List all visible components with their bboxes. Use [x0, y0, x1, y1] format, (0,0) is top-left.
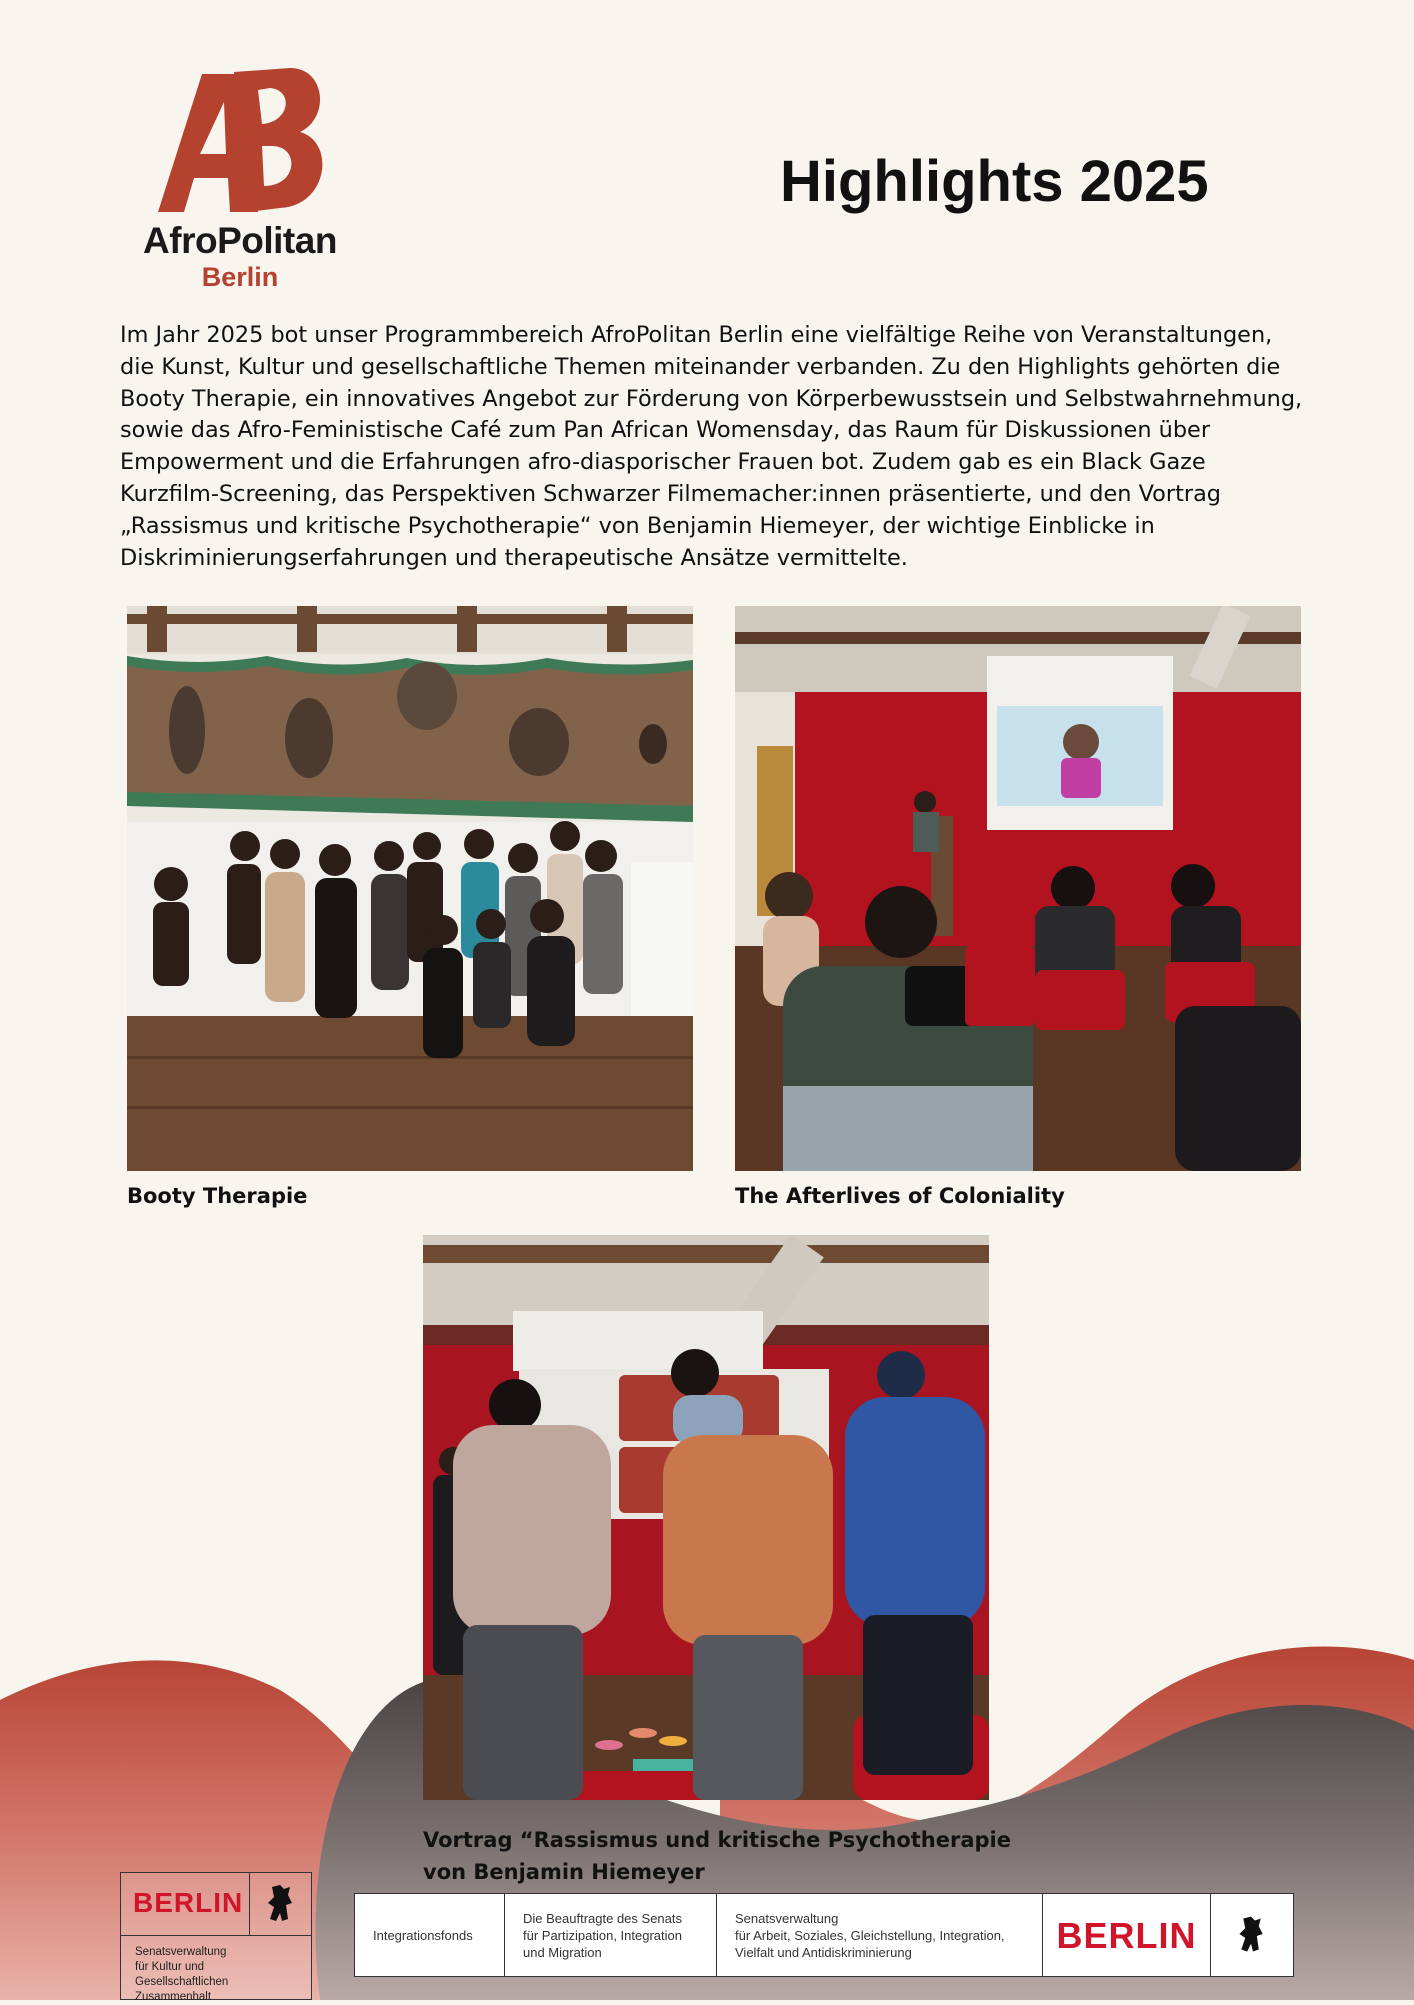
logo-name: AfroPolitan	[143, 220, 337, 261]
ab-monogram-icon	[130, 66, 350, 216]
page-title: Highlights 2025	[780, 149, 1209, 214]
sponsor-senatsverwaltung-kultur	[120, 1872, 312, 2003]
sponsor-integrationsfonds	[355, 1894, 505, 1976]
caption-vortrag-line2: von Benjamin Hiemeyer	[423, 1860, 705, 1884]
intro-paragraph: Im Jahr 2025 bot unser Programmbereich AfroPolitan Berlin eine vielfältige Reihe von Veranstaltungen, die Kunst, Kultur und gesellschaftliche Themen miteinander verbanden. Zu den Highlights gehörten die Booty Therapie, ein innovatives Angebot zur Förderung von Körperbewusstsein und Selbstwahrnehmung, sowie das Afro-Feministische Café zum Pan African Womensday, das Raum für Diskussionen über Empowerment und die Erfahrungen afro-diasporischer Frauen bot. Zudem gab es ein Black Gaze Kurzfilm-Screening, das Perspektiven Schwarzer Filmemacher:innen präsentierte, und den Vortrag „Rassismus und kritische Psychotherapie“ von Benjamin Hiemeyer, der wichtige Einblicke in Diskriminierungserfahrungen und therapeutische Ansätze vermittelte.	[120, 322, 1303, 571]
sponsor-bar	[354, 1893, 1294, 1977]
sponsor-arbeit-line3: Vielfalt und Antidiskriminierung	[735, 1944, 912, 1960]
sponsor-beauftragte-senat	[505, 1894, 717, 1976]
berlin-wordmark: BERLIN	[133, 1887, 244, 1918]
sponsor-arbeit-line1: Senatsverwaltung	[735, 1910, 839, 1926]
photo-booty-therapie	[127, 606, 693, 1171]
sponsor-left-line1: Senatsverwaltung	[135, 1946, 227, 1958]
sponsor-beauftragte-line1: Die Beauftragte des Senats	[523, 1910, 682, 1926]
photo-vortrag-psychotherapie	[423, 1235, 989, 1800]
logo-city: Berlin	[201, 262, 279, 292]
sponsor-bear-cell	[1211, 1894, 1293, 1976]
caption-booty-therapie: Booty Therapie	[127, 1184, 308, 1208]
sponsor-beauftragte-line3: und Migration	[523, 1944, 602, 1960]
caption-afterlives-of-coloniality: The Afterlives of Coloniality	[735, 1184, 1065, 1208]
caption-vortrag	[423, 1824, 1043, 1888]
sponsor-arbeit-line2: für Arbeit, Soziales, Gleichstellung, Integration,	[735, 1927, 1005, 1943]
sponsor-integrationsfonds-label: Integrationsfonds	[373, 1927, 473, 1943]
sponsor-left-line3: Gesellschaftlichen Zusammenhalt	[135, 1976, 229, 2003]
caption-vortrag-line1: Vortrag “Rassismus und kritische Psychotherapie	[423, 1828, 1011, 1852]
berlin-wordmark-bar: BERLIN	[1043, 1894, 1211, 1976]
photo-afterlives-of-coloniality	[735, 606, 1301, 1171]
sponsor-beauftragte-line2: für Partizipation, Integration	[523, 1927, 682, 1943]
berlin-bear-icon	[250, 1873, 312, 1935]
sponsor-left-line2: für Kultur und	[135, 1961, 205, 1973]
berlin-bear-icon-bar	[1222, 1900, 1282, 1970]
afropolitan-logo	[130, 66, 350, 298]
sponsor-senatsverwaltung-arbeit	[717, 1894, 1043, 1976]
